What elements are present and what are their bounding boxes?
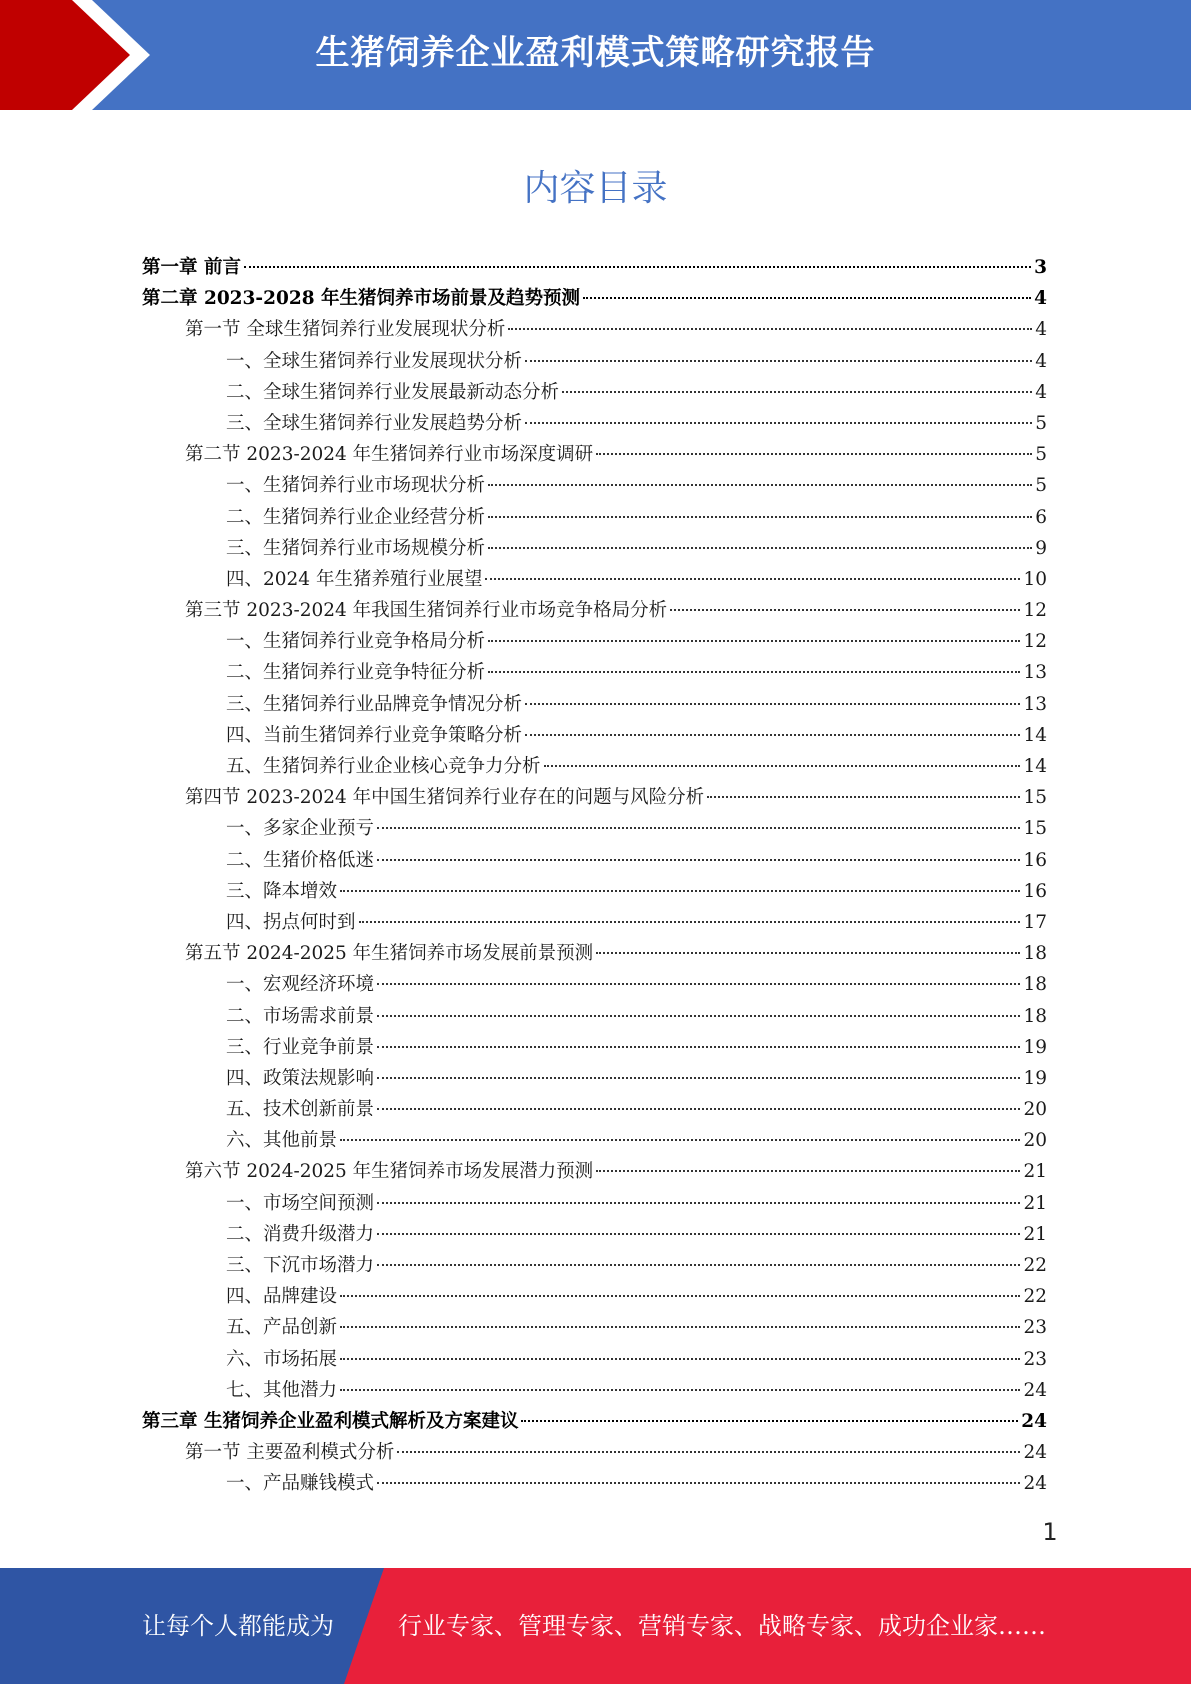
toc-entry-label: 四、当前生猪饲养行业竞争策略分析 — [226, 724, 523, 746]
dot-leader — [377, 859, 1020, 861]
toc-entry-page: 18 — [1023, 974, 1047, 996]
toc-entry-label: 四、2024 年生猪养殖行业展望 — [226, 568, 483, 590]
toc-entry-label: 第六节 2024-2025 年生猪饲养市场发展潜力预测 — [185, 1161, 594, 1183]
toc-entry[interactable] — [142, 1032, 1047, 1063]
toc-entry-label: 二、消费升级潜力 — [226, 1223, 375, 1245]
toc-entry-label: 第二节 2023-2024 年生猪饲养行业市场深度调研 — [185, 444, 594, 466]
toc-entry-page: 21 — [1023, 1161, 1047, 1183]
toc-entry-page: 12 — [1023, 631, 1047, 653]
toc-entry[interactable] — [142, 377, 1047, 408]
footer-banner — [0, 1568, 1191, 1684]
toc-entry[interactable] — [142, 657, 1047, 688]
toc-entry-label: 第三章 生猪饲养企业盈利模式解析及方案建议 — [142, 1410, 519, 1432]
toc-entry[interactable] — [142, 1468, 1047, 1499]
toc-entry[interactable] — [142, 689, 1047, 720]
toc-entry-page: 19 — [1023, 1036, 1047, 1058]
toc-entry-label: 三、全球生猪饲养行业发展趋势分析 — [226, 412, 523, 434]
dot-leader — [340, 890, 1020, 892]
toc-entry-label: 二、生猪价格低迷 — [226, 849, 375, 871]
toc-entry-label: 第二章 2023-2028 年生猪饲养市场前景及趋势预测 — [142, 288, 581, 310]
dot-leader — [377, 1108, 1020, 1110]
toc-entry-label: 第四节 2023-2024 年中国生猪饲养行业存在的问题与风险分析 — [185, 787, 705, 809]
toc-entry[interactable] — [142, 1375, 1047, 1406]
dot-leader — [525, 360, 1032, 362]
dot-leader — [340, 1358, 1020, 1360]
toc-entry-label: 五、技术创新前景 — [226, 1099, 375, 1121]
toc-entry-label: 三、生猪饲养行业市场规模分析 — [226, 537, 486, 559]
toc-entry-page: 15 — [1023, 787, 1047, 809]
dot-leader — [377, 1482, 1020, 1484]
dot-leader — [596, 1170, 1020, 1172]
toc-entry-page: 9 — [1035, 537, 1047, 559]
toc-entry-page: 4 — [1035, 319, 1047, 341]
dot-leader — [562, 391, 1032, 393]
dot-leader — [377, 1077, 1020, 1079]
toc-entry-page: 14 — [1023, 756, 1047, 777]
toc-entry-page: 22 — [1023, 1255, 1047, 1276]
toc-entry-page: 5 — [1035, 444, 1047, 466]
toc-entry-label: 六、市场拓展 — [226, 1348, 338, 1370]
toc-entry-label: 一、全球生猪饲养行业发展现状分析 — [226, 350, 523, 372]
toc-entry[interactable] — [142, 1219, 1047, 1250]
page-number: 1 — [1042, 1518, 1058, 1546]
toc-entry-label: 三、下沉市场潜力 — [226, 1255, 375, 1276]
footer-slogan-left: 让每个人都能成为 — [142, 1612, 334, 1640]
dot-leader — [485, 578, 1020, 580]
dot-leader — [707, 796, 1020, 798]
toc-entry-label: 三、生猪饲养行业品牌竞争情况分析 — [226, 693, 523, 715]
dot-leader — [377, 1015, 1020, 1017]
toc-entry-page: 17 — [1023, 911, 1047, 933]
dot-leader — [377, 983, 1020, 985]
toc-entry-page: 24 — [1023, 1442, 1047, 1464]
toc-entry[interactable] — [142, 283, 1047, 314]
toc-entry-label: 一、生猪饲养行业竞争格局分析 — [226, 631, 486, 653]
toc-entry-label: 七、其他潜力 — [226, 1379, 338, 1401]
dot-leader — [596, 453, 1032, 455]
dot-leader — [377, 827, 1020, 829]
toc-entry-page: 13 — [1023, 662, 1047, 684]
dot-leader — [525, 422, 1032, 424]
toc-entry-page: 19 — [1023, 1067, 1047, 1089]
toc-entry-page: 18 — [1023, 943, 1047, 965]
report-title: 生猪饲养企业盈利模式策略研究报告 — [315, 33, 876, 73]
toc-entry[interactable] — [142, 782, 1047, 813]
dot-leader — [583, 297, 1031, 299]
toc-entry[interactable] — [142, 1001, 1047, 1032]
toc-entry[interactable] — [142, 1406, 1047, 1437]
dot-leader — [508, 328, 1032, 330]
toc-entry[interactable] — [142, 876, 1047, 907]
toc-entry-page: 20 — [1023, 1130, 1047, 1152]
toc-entry[interactable] — [142, 1250, 1047, 1281]
dot-leader — [340, 1139, 1020, 1141]
dot-leader — [340, 1326, 1020, 1328]
toc-entry-page: 10 — [1023, 568, 1047, 590]
dot-leader — [488, 547, 1032, 549]
toc-entry-page: 20 — [1023, 1099, 1047, 1121]
toc-entry-label: 第一节 全球生猪饲养行业发展现状分析 — [185, 319, 506, 341]
toc-entry[interactable] — [142, 845, 1047, 876]
report-header — [0, 0, 1191, 110]
toc-entry-label: 四、政策法规影响 — [226, 1067, 375, 1089]
dot-leader — [488, 671, 1020, 673]
toc-entry-page: 4 — [1035, 381, 1047, 403]
footer-slogan-right: 行业专家、管理专家、营销专家、战略专家、成功企业家…… — [398, 1612, 1046, 1640]
toc-entry-label: 第一节 主要盈利模式分析 — [185, 1442, 395, 1464]
toc-entry-page: 24 — [1023, 1379, 1047, 1401]
toc-entry-label: 三、降本增效 — [226, 880, 338, 902]
toc-entry-page: 23 — [1023, 1348, 1047, 1370]
toc-entry-label: 五、产品创新 — [226, 1317, 338, 1339]
toc-entry[interactable] — [142, 252, 1047, 283]
toc-entry-page: 16 — [1023, 849, 1047, 871]
toc-entry-page: 6 — [1035, 506, 1047, 528]
toc-entry-label: 二、生猪饲养行业竞争特征分析 — [226, 662, 486, 684]
table-of-contents — [142, 252, 1047, 1500]
toc-entry[interactable] — [142, 1312, 1047, 1343]
toc-entry[interactable] — [142, 470, 1047, 501]
toc-entry-label: 五、生猪饲养行业企业核心竞争力分析 — [226, 756, 541, 777]
toc-entry[interactable] — [142, 1188, 1047, 1219]
dot-leader — [670, 609, 1020, 611]
toc-entry-page: 12 — [1023, 600, 1047, 622]
toc-entry-label: 一、产品赚钱模式 — [226, 1473, 375, 1495]
toc-entry[interactable] — [142, 1156, 1047, 1187]
toc-entry-page: 14 — [1023, 724, 1047, 746]
dot-leader — [377, 1046, 1020, 1048]
toc-entry-page: 4 — [1034, 288, 1047, 310]
toc-entry[interactable] — [142, 1344, 1047, 1375]
toc-entry-label: 第一章 前言 — [142, 257, 241, 278]
toc-entry[interactable] — [142, 938, 1047, 969]
toc-entry-label: 第五节 2024-2025 年生猪饲养市场发展前景预测 — [185, 943, 594, 965]
toc-entry-label: 一、市场空间预测 — [226, 1192, 375, 1214]
toc-entry-label: 一、生猪饲养行业市场现状分析 — [226, 475, 486, 497]
toc-entry[interactable] — [142, 1437, 1047, 1468]
toc-entry-page: 21 — [1023, 1223, 1047, 1245]
toc-entry[interactable] — [142, 346, 1047, 377]
toc-entry-page: 21 — [1023, 1192, 1047, 1214]
toc-entry-page: 16 — [1023, 880, 1047, 902]
toc-entry[interactable] — [142, 1281, 1047, 1312]
toc-entry[interactable] — [142, 439, 1047, 470]
toc-entry-label: 四、拐点何时到 — [226, 911, 356, 933]
toc-entry[interactable] — [142, 1125, 1047, 1156]
dot-leader — [488, 640, 1020, 642]
dot-leader — [521, 1420, 1018, 1422]
toc-entry-label: 第三节 2023-2024 年我国生猪饲养行业市场竞争格局分析 — [185, 600, 668, 622]
toc-entry-page: 5 — [1035, 412, 1047, 434]
dot-leader — [525, 734, 1020, 736]
toc-entry[interactable] — [142, 751, 1047, 782]
dot-leader — [596, 952, 1020, 954]
toc-entry-page: 23 — [1023, 1317, 1047, 1339]
dot-leader — [244, 266, 1031, 268]
toc-entry-page: 24 — [1021, 1410, 1047, 1432]
dot-leader — [377, 1202, 1020, 1204]
toc-entry[interactable] — [142, 502, 1047, 533]
toc-entry-label: 二、全球生猪饲养行业发展最新动态分析 — [226, 381, 560, 403]
toc-entry-label: 六、其他前景 — [226, 1130, 338, 1152]
dot-leader — [488, 484, 1032, 486]
toc-entry[interactable] — [142, 813, 1047, 844]
toc-entry-label: 二、生猪饲养行业企业经营分析 — [226, 506, 486, 528]
toc-entry-page: 22 — [1023, 1286, 1047, 1308]
toc-heading: 内容目录 — [523, 168, 668, 209]
dot-leader — [340, 1389, 1020, 1391]
toc-entry-page: 18 — [1023, 1005, 1047, 1027]
toc-entry-label: 一、宏观经济环境 — [226, 974, 375, 996]
toc-entry[interactable] — [142, 533, 1047, 564]
toc-entry-label: 二、市场需求前景 — [226, 1005, 375, 1027]
toc-entry[interactable] — [142, 564, 1047, 595]
toc-entry[interactable] — [142, 907, 1047, 938]
dot-leader — [544, 765, 1021, 767]
toc-entry-page: 4 — [1035, 350, 1047, 372]
toc-entry-page: 15 — [1023, 818, 1047, 840]
toc-entry-page: 5 — [1035, 475, 1047, 497]
toc-entry[interactable] — [142, 720, 1047, 751]
dot-leader — [525, 703, 1020, 705]
toc-entry[interactable] — [142, 408, 1047, 439]
toc-entry[interactable] — [142, 969, 1047, 1000]
toc-entry-page: 24 — [1023, 1473, 1047, 1495]
toc-entry-page: 13 — [1023, 693, 1047, 715]
toc-entry-page: 3 — [1034, 257, 1047, 278]
dot-leader — [397, 1451, 1020, 1453]
dot-leader — [488, 516, 1032, 518]
toc-entry[interactable] — [142, 1063, 1047, 1094]
dot-leader — [377, 1264, 1020, 1266]
dot-leader — [359, 921, 1021, 923]
toc-entry[interactable] — [142, 626, 1047, 657]
toc-entry[interactable] — [142, 1094, 1047, 1125]
toc-entry-label: 一、多家企业预亏 — [226, 818, 375, 840]
toc-entry-label: 三、行业竞争前景 — [226, 1036, 375, 1058]
toc-entry[interactable] — [142, 595, 1047, 626]
toc-entry[interactable] — [142, 314, 1047, 345]
dot-leader — [340, 1295, 1020, 1297]
dot-leader — [377, 1233, 1020, 1235]
toc-entry-label: 四、品牌建设 — [226, 1286, 338, 1308]
